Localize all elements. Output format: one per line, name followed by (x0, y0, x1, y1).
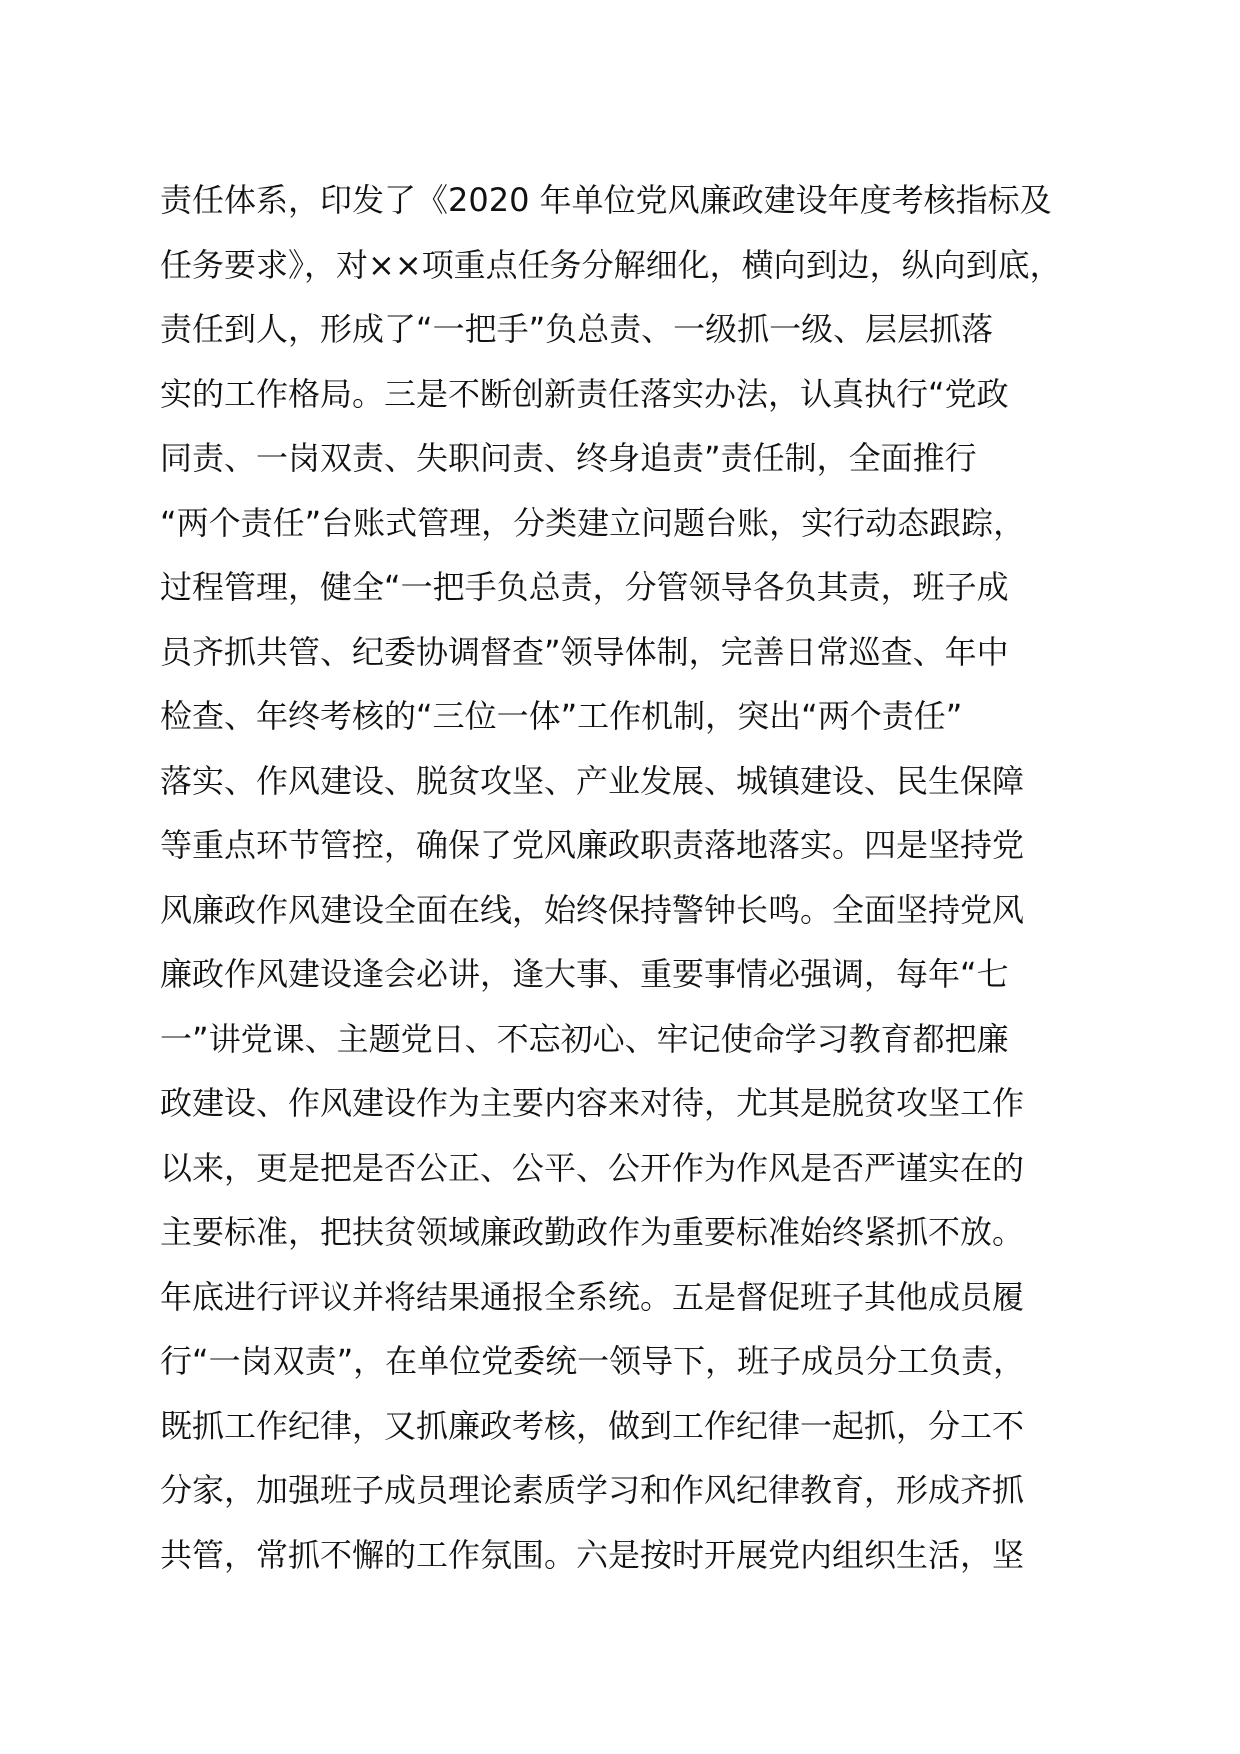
text-line: 落实、作风建设、脱贫攻坚、产业发展、城镇建设、民生保障 (160, 761, 1025, 800)
text-line: 责任体系，印发了《2020 年单位党风廉政建设年度考核指标及 (160, 181, 1052, 219)
text-line: 一”讲党课、主题党日、不忘初心、牢记使命学习教育都把廉 (160, 1019, 1009, 1058)
text-line: 任务要求》，对××项重点任务分解细化，横向到边，纵向到底， (160, 245, 1062, 284)
text-line: 政建设、作风建设作为主要内容来对待，尤其是脱贫攻坚工作 (160, 1084, 1025, 1122)
text-line: 员齐抓共管、纪委协调督查”领导体制，完善日常巡查、年中 (160, 632, 1009, 671)
text-line: 风廉政作风建设全面在线，始终保持警钟长鸣。全面坚持党风 (160, 890, 1025, 929)
text-line: 共管，常抓不懈的工作氛围。六是按时开展党内组织生活，坚 (160, 1535, 1025, 1574)
text-line: 分家，加强班子成员理论素质学习和作风纪律教育，形成齐抓 (160, 1471, 1025, 1509)
text-line: 检查、年终考核的“三位一体”工作机制，突出“两个责任” (160, 697, 963, 735)
text-line: 同责、一岗双责、失职问责、终身追责”责任制，全面推行 (160, 439, 977, 477)
text-line: 以来，更是把是否公正、公平、公开作为作风是否严谨实在的 (160, 1148, 1025, 1187)
text-line: 年底进行评议并将结果通报全系统。五是督促班子其他成员履 (160, 1277, 1025, 1316)
text-line: 既抓工作纪律，又抓廉政考核，做到工作纪律一起抓，分工不 (160, 1406, 1025, 1445)
text-line: 行“一岗双责”，在单位党委统一领导下，班子成员分工负责， (160, 1342, 1026, 1380)
body-text (160, 168, 1120, 1587)
text-line: 过程管理，健全“一把手负总责，分管领导各负其责，班子成 (160, 568, 1009, 606)
text-line: 实的工作格局。三是不断创新责任落实办法，认真执行“党政 (160, 374, 1009, 413)
text-line: 责任到人，形成了“一把手”负总责、一级抓一级、层层抓落 (160, 310, 994, 348)
text-line: 等重点环节管控，确保了党风廉政职责落地落实。四是坚持党 (160, 826, 1025, 864)
text-line: “两个责任”台账式管理，分类建立问题台账，实行动态跟踪， (160, 503, 1026, 542)
text-line: 廉政作风建设逢会必讲，逢大事、重要事情必强调，每年“七 (160, 955, 1009, 993)
text-line: 主要标准，把扶贫领域廉政勤政作为重要标准始终紧抓不放。 (160, 1213, 1025, 1251)
